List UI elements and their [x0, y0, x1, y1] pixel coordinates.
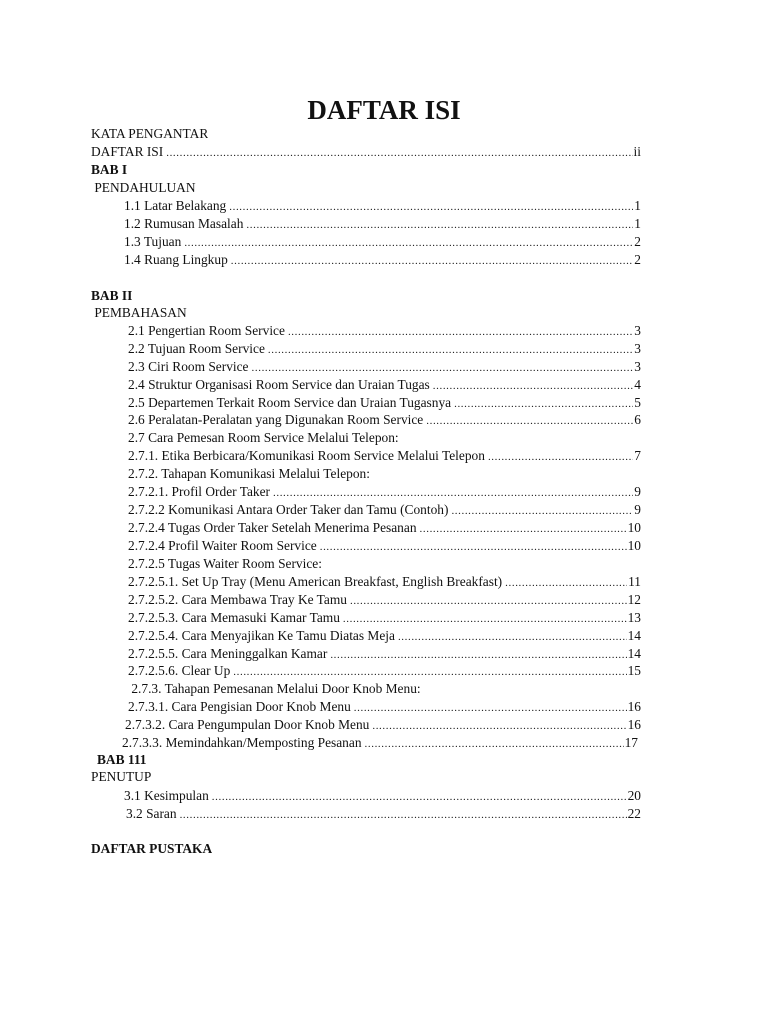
toc-entry: [128, 645, 641, 663]
toc-entry-label: 1.3 Tujuan: [124, 234, 182, 249]
toc-entry-page: 4: [634, 377, 641, 392]
toc-entry-page: 14: [627, 646, 641, 661]
dot-leader: [426, 412, 633, 429]
toc-entry-page: 3: [634, 359, 641, 374]
toc-entry-label: 2.7.2.5.4. Cara Menyajikan Ke Tamu Diatas Meja: [128, 628, 395, 643]
toc-section-heading: 2.7.3. Tahapan Pemesanan Melalui Door Knob Menu:: [128, 681, 421, 696]
dot-leader: [212, 788, 627, 805]
toc-entry: [128, 537, 641, 555]
dot-leader: [273, 484, 633, 501]
page-title: DAFTAR ISI: [307, 95, 461, 125]
bab3-subheading: PENUTUP: [91, 769, 152, 784]
dot-leader: [488, 448, 633, 465]
toc-entry: [128, 627, 641, 645]
toc-entry-label: 1.4 Ruang Lingkup: [124, 252, 228, 267]
dot-leader: [288, 323, 633, 340]
daftar-pustaka-heading: DAFTAR PUSTAKA: [91, 841, 213, 856]
dot-leader: [354, 699, 627, 716]
toc-entry-page: 10: [627, 538, 641, 553]
toc-entry-label: 2.1 Pengertian Room Service: [128, 323, 285, 338]
dot-leader: [398, 628, 627, 645]
dot-leader: [350, 592, 627, 609]
toc-section-heading: 2.7 Cara Pemesan Room Service Melalui Telepon:: [128, 430, 399, 445]
toc-entry-page: 13: [627, 610, 641, 625]
toc-entry-page: 7: [634, 448, 641, 463]
toc-entry-page: 11: [628, 574, 641, 589]
toc-entry-label: 3.1 Kesimpulan: [124, 788, 209, 803]
dot-leader: [451, 502, 633, 519]
dot-leader: [268, 341, 633, 358]
toc-entry: [128, 394, 641, 412]
dot-leader: [184, 234, 633, 251]
toc-entry-label: 2.7.3.3. Memindahkan/Memposting Pesanan: [122, 735, 362, 750]
toc-entry: [124, 787, 641, 805]
toc-entry-page: 10: [627, 520, 641, 535]
toc-entry-label: 2.7.1. Etika Berbicara/Komunikasi Room Service Melalui Telepon: [128, 448, 485, 463]
toc-entry-label: 2.7.2.4 Profil Waiter Room Service: [128, 538, 317, 553]
bab1-subheading: PENDAHULUAN: [91, 180, 196, 195]
toc-entry: [128, 447, 641, 465]
dot-leader: [180, 806, 627, 823]
toc-entry-label: 1.2 Rumusan Masalah: [124, 216, 244, 231]
dot-leader: [233, 663, 626, 680]
toc-entry-label: 3.2 Saran: [126, 806, 177, 821]
toc-entry-label: 2.7.2.5.2. Cara Membawa Tray Ke Tamu: [128, 592, 347, 607]
toc-entry: [128, 376, 641, 394]
bab3-heading: BAB 111: [97, 752, 147, 767]
toc-section-heading: 2.7.2.5 Tugas Waiter Room Service:: [128, 556, 322, 571]
toc-entry: [122, 734, 638, 752]
toc-entry: [128, 698, 641, 716]
toc-entry-page: 5: [634, 395, 641, 410]
toc-entry: [128, 322, 641, 340]
toc-entry: [124, 233, 641, 251]
toc-entry: [128, 340, 641, 358]
toc-entry: [128, 591, 641, 609]
dot-leader: [372, 717, 626, 734]
dot-leader: [420, 520, 627, 537]
toc-entry-label: 2.7.3.2. Cara Pengumpulan Door Knob Menu: [125, 717, 370, 732]
dot-leader: [320, 538, 627, 555]
dot-leader: [166, 144, 632, 161]
toc-entry-page: 9: [634, 502, 641, 517]
toc-entry-label: 2.4 Struktur Organisasi Room Service dan Uraian Tugas: [128, 377, 430, 392]
toc-entry: [124, 197, 641, 215]
toc-entry: [128, 609, 641, 627]
toc-entry: [128, 483, 641, 501]
dot-leader: [252, 359, 634, 376]
bab2-heading: BAB II: [91, 288, 133, 303]
toc-entry: [128, 358, 641, 376]
toc-entry-page: 16: [627, 717, 641, 732]
toc-entry: [128, 501, 641, 519]
toc-entry: [125, 716, 641, 734]
toc-entry: [128, 662, 641, 680]
toc-entry-page: 3: [634, 341, 641, 356]
toc-entry-label: 1.1 Latar Belakang: [124, 198, 227, 213]
toc-entry: [128, 411, 641, 429]
toc-entry-label: 2.7.2.1. Profil Order Taker: [128, 484, 270, 499]
dot-leader: [365, 735, 624, 752]
toc-entry: [124, 251, 641, 269]
toc-entry-label: 2.7.2.4 Tugas Order Taker Setelah Menerima Pesanan: [128, 520, 417, 535]
bab1-heading: BAB I: [91, 162, 128, 177]
toc-entry-page: 22: [627, 806, 641, 821]
toc-entry-page: 2: [634, 234, 641, 249]
dot-leader: [229, 198, 633, 215]
toc-entry-page: 14: [627, 628, 641, 643]
toc-entry-label: 2.7.2.5.6. Clear Up: [128, 663, 231, 678]
toc-entry-label: 2.7.2.2 Komunikasi Antara Order Taker dan Tamu (Contoh): [128, 502, 449, 517]
toc-entry: [126, 805, 641, 823]
toc-entry-label: DAFTAR ISI: [91, 144, 164, 159]
toc-entry-label: 2.7.2.5.1. Set Up Tray (Menu American Breakfast, English Breakfast): [128, 574, 503, 589]
toc-entry-page: 9: [634, 484, 641, 499]
dot-leader: [330, 646, 626, 663]
toc-entry-page: 3: [634, 323, 641, 338]
toc-entry: [128, 573, 641, 591]
toc-kata-pengantar: KATA PENGANTAR: [91, 126, 209, 141]
toc-entry-daftar-isi: [91, 143, 641, 161]
toc-entry-page: 2: [634, 252, 641, 267]
toc-entry-label: 2.7.3.1. Cara Pengisian Door Knob Menu: [128, 699, 351, 714]
toc-entry-label: 2.6 Peralatan-Peralatan yang Digunakan Room Service: [128, 412, 424, 427]
toc-entry-label: 2.7.2.5.5. Cara Meninggalkan Kamar: [128, 646, 328, 661]
toc-entry-page: 1: [634, 216, 641, 231]
toc-entry-page: ii: [633, 144, 641, 159]
dot-leader: [246, 216, 633, 233]
toc-entry-page: 16: [627, 699, 641, 714]
toc-entry-page: 20: [627, 788, 641, 803]
toc-entry: [124, 215, 641, 233]
dot-leader: [343, 610, 627, 627]
toc-entry-label: 2.7.2.5.3. Cara Memasuki Kamar Tamu: [128, 610, 340, 625]
dot-leader: [433, 377, 634, 394]
toc-entry-label: 2.2 Tujuan Room Service: [128, 341, 265, 356]
dot-leader: [231, 252, 634, 269]
toc-entry-label: 2.5 Departemen Terkait Room Service dan Uraian Tugasnya: [128, 395, 452, 410]
dot-leader: [454, 395, 633, 412]
toc-entry-page: 15: [627, 663, 641, 678]
toc-entry-page: 12: [627, 592, 641, 607]
toc-entry: [128, 519, 641, 537]
toc-entry-page: 6: [634, 412, 641, 427]
toc-section-heading: 2.7.2. Tahapan Komunikasi Melalui Telepon:: [128, 466, 370, 481]
toc-entry-page: 1: [634, 198, 641, 213]
dot-leader: [505, 574, 627, 591]
toc-entry-page: 17: [624, 735, 638, 750]
bab2-subheading: PEMBAHASAN: [91, 305, 187, 320]
toc-entry-label: 2.3 Ciri Room Service: [128, 359, 249, 374]
